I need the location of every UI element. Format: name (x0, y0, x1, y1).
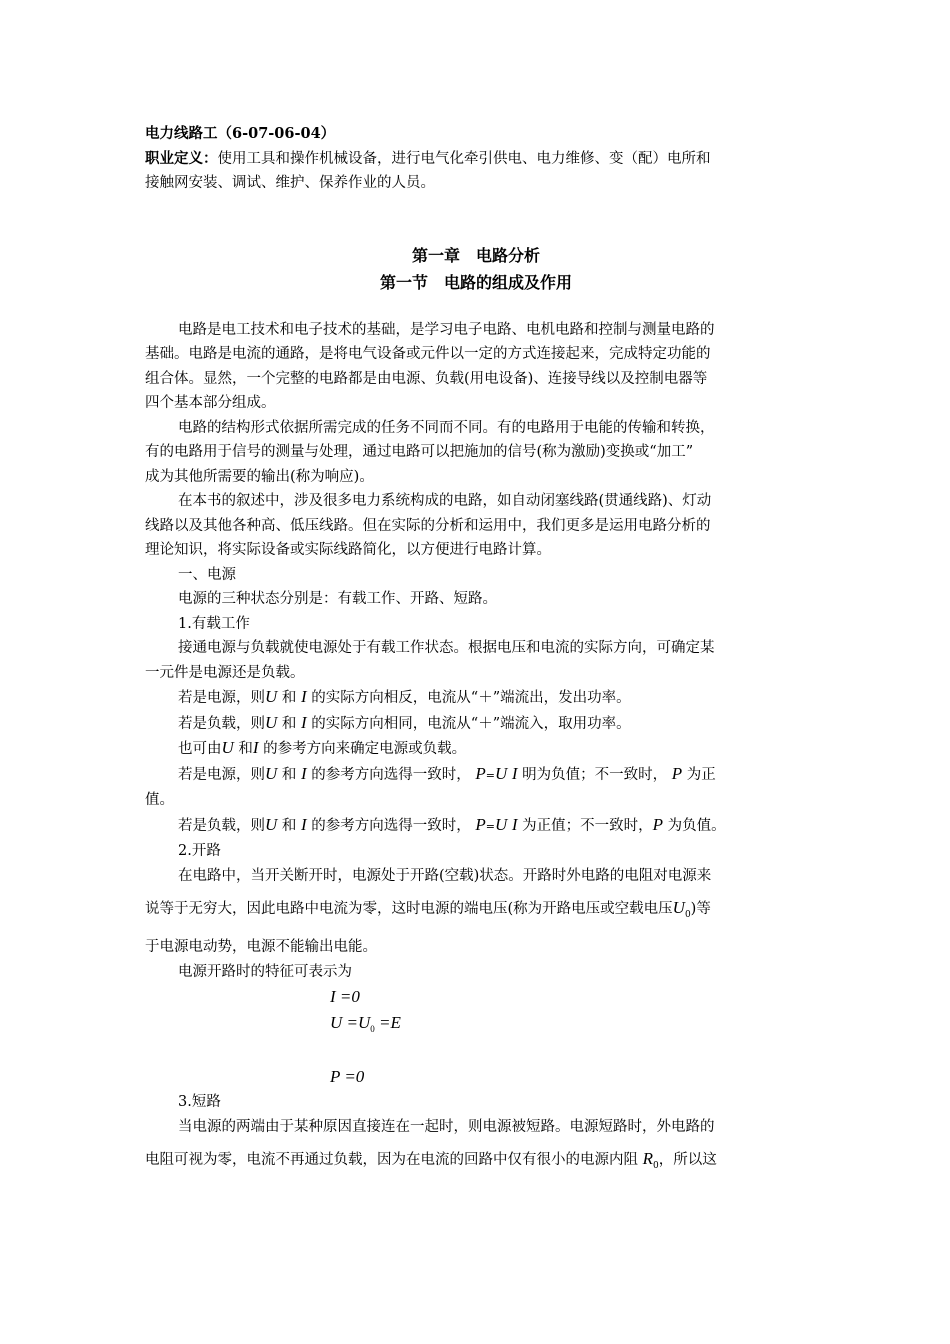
equation-power: P =0 (330, 1067, 365, 1086)
loaded-text-2: 一元件是电源还是负载。 (145, 664, 305, 681)
rule-load-actual: 若是负载，则U 和 I 的实际方向相同，电流从“＋”端流入，取用功率。 (178, 712, 631, 732)
open-text-2: 说等于无穷大，因此电路中电流为零，这时电源的端电压(称为开路电压或空载电压$U_0$)等 (145, 898, 711, 920)
paragraph-2: 电路的结构形式依据所需完成的任务不同而不同。有的电路用于电能的传输和转换， 有的电路用于信号的测量与处理，通过电路可以把施加的信号(称为激励)变换或“加工” 成为其他所需要的输出(称为响应)。 (145, 419, 715, 485)
equation-current: I =0 (330, 987, 360, 1006)
heading-power-source: 一、电源 (178, 566, 236, 583)
loaded-text-1: 接通电源与负载就使电源处于有载工作状态。根据电压和电流的实际方向，可确定某 (178, 640, 715, 656)
job-definition-line2: 接触网安装、调试、维护、保养作业的人员。 (145, 175, 435, 191)
rule-reference: 也可由U 和I 的参考方向来确定电源或负载。 (178, 738, 467, 757)
equation-voltage: $U =U_0 =E$ (330, 1013, 401, 1034)
definition-label: 职业定义： (145, 149, 218, 167)
rule-source-reference-end: 值。 (145, 792, 174, 808)
subheading-short-circuit: 3.短路 (178, 1094, 221, 1110)
rule-source-reference: 若是电源，则U 和 I 的参考方向选得一致时， P=U I 明为负值；不一致时， P 为正 (178, 763, 716, 783)
paragraph-3: 在本书的叙述中，涉及很多电力系统构成的电路，如自动闭塞线路(贯通线路)、灯动 线路以及其他各种高、低压线路。但在实际的分析和运用中，我们更多是运用电路分析的 理论知识，将实际设备或实际线路简化，以方便进行电路计算。 (145, 493, 712, 558)
open-text-3: 于电源电动势，电源不能输出电能。 (145, 939, 377, 955)
paragraph-1: 电路是电工技术和电子技术的基础，是学习电子电路、电机电路和控制与测量电路的 基础。电路是电流的通路，是将电气设备或元件以一定的方式连接起来，完成特定功能的 组合体。显然，一个完整的电路都是由电源、负载(用电设备)、连接导线以及控制电器等 四个基本部分组成。 (145, 321, 715, 411)
open-text-1: 在电路中，当开关断开时，电源处于开路(空载)状态。开路时外电路的电阻对电源来 (178, 867, 712, 884)
job-title: 电力线路工（6-07-06-04） (145, 125, 336, 142)
short-text-2: 电阻可视为零，电流不再通过负载，因为在电流的回路中仅有很小的电源内阻 $R_0$，所以这 (145, 1149, 717, 1171)
document-page (145, 122, 807, 1186)
section-title: 第一节 电路的组成及作用 (379, 272, 572, 292)
open-text-4: 电源开路时的特征可表示为 (178, 963, 352, 980)
rule-load-reference: 若是负载，则U 和 I 的参考方向选得一致时， P=U I 为正值；不一致时，P 为负值。 (178, 814, 726, 834)
short-text-1: 当电源的两端由于某种原因直接连在一起时，则电源被短路。电源短路时，外电路的 (178, 1118, 715, 1135)
subheading-loaded: 1.有载工作 (178, 615, 250, 632)
job-definition-line1: 职业定义：使用工具和操作机械设备，进行电气化牵引供电、电力维修、变（配）电所和 (145, 149, 711, 167)
chapter-title: 第一章 电路分析 (411, 245, 540, 265)
rule-source-actual: 若是电源，则U 和 I 的实际方向相反，电流从“＋”端流出，发出功率。 (178, 687, 631, 706)
open-circuit-formula (145, 984, 807, 1090)
three-states: 电源的三种状态分别是：有载工作、开路、短路。 (178, 591, 497, 607)
subheading-open-circuit: 2.开路 (178, 843, 221, 859)
